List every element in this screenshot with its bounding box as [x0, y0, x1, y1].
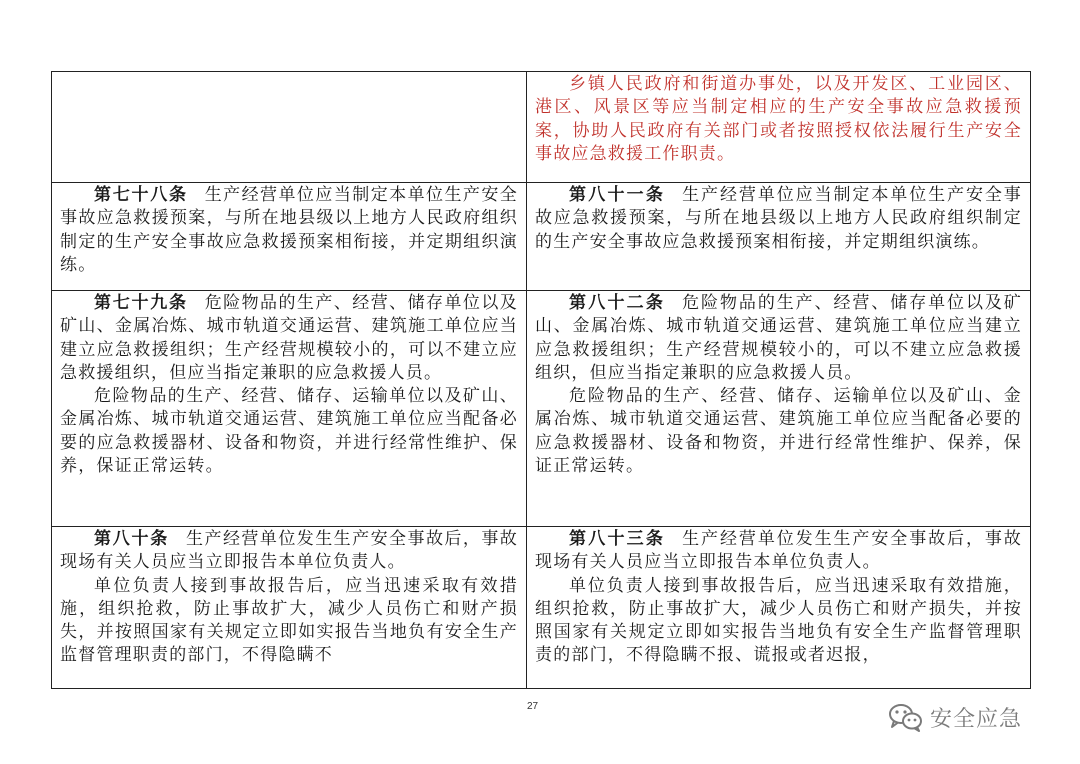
- watermark: [888, 702, 1022, 732]
- old-law-cell: [52, 527, 527, 689]
- paragraph-text: 生产经营单位发生生产安全事故后，事故现场有关人员应当立即报告本单位负责人。: [60, 529, 518, 573]
- paragraph: [535, 292, 1022, 385]
- article-number: 第八十一条: [569, 185, 666, 205]
- paragraph: [535, 528, 1022, 575]
- page-number: 27: [527, 701, 539, 712]
- paragraph: [535, 184, 1022, 254]
- paragraph-text: 危险物品的生产、经营、储存单位以及矿山、金属冶炼、城市轨道交通运营、建筑施工单位应当建立应急救援组织；生产经营规模较小的，可以不建立应急救援组织，但应当指定兼职的应急救援人员。: [535, 293, 1023, 383]
- paragraph: [60, 184, 518, 277]
- paragraph: 乡镇人民政府和街道办事处，以及开发区、工业园区、港区、风景区等应当制定相应的生产安全事故应急救援预案，协助人民政府有关部门或者按照授权依法履行生产安全事故应急救援工作职责。: [535, 74, 1022, 164]
- old-law-cell: [52, 291, 527, 527]
- article-number: 第八十条: [94, 529, 170, 549]
- new-law-cell: [527, 183, 1031, 291]
- paragraph-text: 危险物品的生产、经营、储存单位以及矿山、金属冶炼、城市轨道交通运营、建筑施工单位应当建立应急救援组织；生产经营规模较小的，可以不建立应急救援组织，但应当指定兼职的应急救援人员。: [60, 293, 518, 383]
- article-number: 第七十八条: [94, 185, 188, 205]
- table-row: [52, 527, 1031, 689]
- article-number: 第八十二条: [569, 293, 666, 313]
- wechat-icon: [888, 702, 924, 732]
- paragraph: [60, 528, 518, 575]
- article-number: 第八十三条: [569, 529, 666, 549]
- paragraph-text: 生产经营单位应当制定本单位生产安全事故应急救援预案，与所在地县级以上地方人民政府组织制定的生产安全事故应急救援预案相衔接，并定期组织演练。: [60, 185, 518, 275]
- paragraph-text: 生产经营单位发生生产安全事故后，事故现场有关人员应当立即报告本单位负责人。: [535, 529, 1023, 573]
- new-law-cell: [527, 72, 1031, 183]
- new-law-cell: [527, 527, 1031, 689]
- new-law-cell: [527, 291, 1031, 527]
- table-row: [52, 72, 1031, 183]
- paragraph-text: 生产经营单位应当制定本单位生产安全事故应急救援预案，与所在地县级以上地方人民政府组织制定的生产安全事故应急救援预案相衔接，并定期组织演练。: [535, 185, 1023, 252]
- old-law-cell: [52, 183, 527, 291]
- paragraph: [60, 292, 518, 385]
- paragraph: 单位负责人接到事故报告后，应当迅速采取有效措施，组织抢救，防止事故扩大，减少人员伤亡和财产损失，并按照国家有关规定立即如实报告当地负有安全生产监督管理职责的部门，不得隐瞒不报、谎报或者迟报，: [535, 575, 1022, 666]
- paragraph: 单位负责人接到事故报告后，应当迅速采取有效措施，组织抢救，防止事故扩大，减少人员伤亡和财产损失，并按照国家有关规定立即如实报告当地负有安全生产监督管理职责的部门，不得隐瞒不: [60, 575, 518, 666]
- table-row: [52, 183, 1031, 291]
- watermark-text: 安全应急: [930, 706, 1023, 732]
- old-law-cell: [52, 72, 527, 183]
- paragraph: 危险物品的生产、经营、储存、运输单位以及矿山、金属冶炼、城市轨道交通运营、建筑施工单位应当配备必要的应急救援器材、设备和物资，并进行经常性维护、保养，保证正常运转。: [60, 386, 518, 477]
- paragraph: 危险物品的生产、经营、储存、运输单位以及矿山、金属冶炼、城市轨道交通运营、建筑施工单位应当配备必要的应急救援器材、设备和物资，并进行经常性维护、保养，保证正常运转。: [535, 386, 1022, 477]
- article-number: 第七十九条: [94, 293, 188, 313]
- comparison-table: [51, 71, 1031, 689]
- table-row: [52, 291, 1031, 527]
